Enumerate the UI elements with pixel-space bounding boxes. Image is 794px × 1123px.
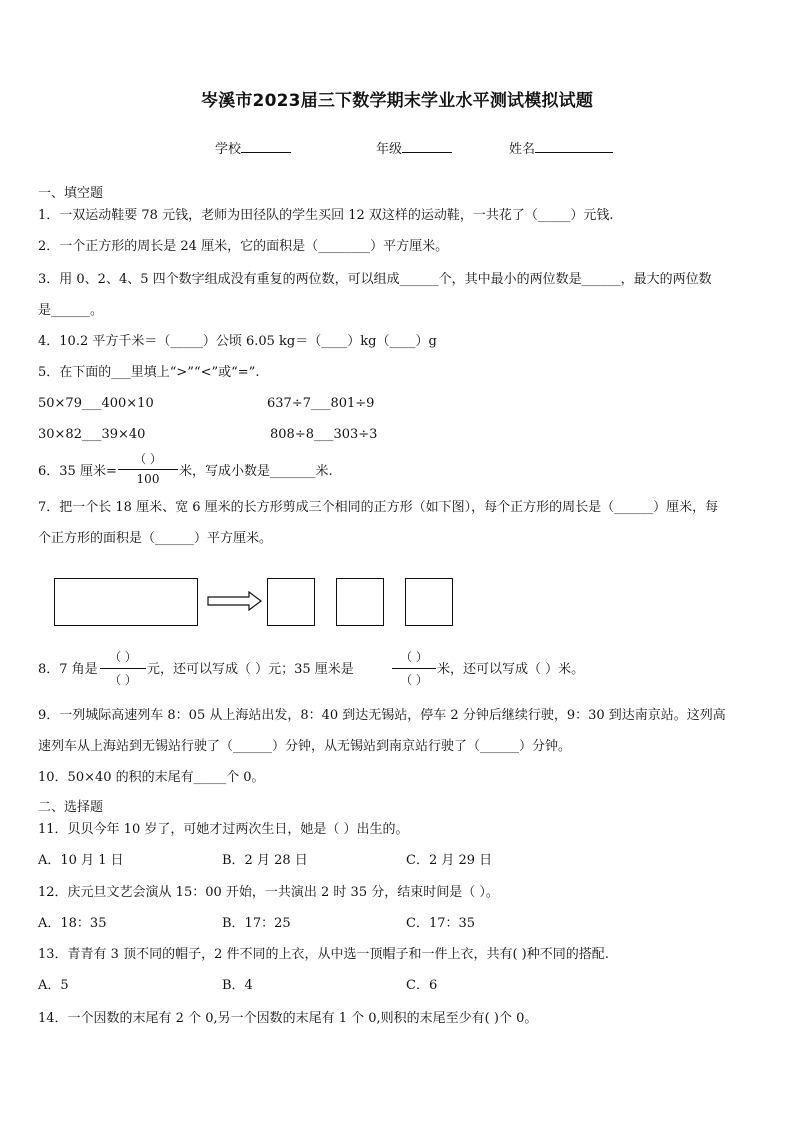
question-13-option-c: C．6 [406,978,438,993]
question-7-line-1: 7．把一个长 18 厘米、宽 6 厘米的长方形剪成三个相同的正方形（如下图），每个正方形的周长是（______）厘米，每 [38,500,719,515]
name-field [509,139,613,159]
question-11-option-a: A．10 月 1 日 [38,853,124,868]
fraction-bar [118,469,178,470]
figure-square-3 [405,578,453,626]
question-11: 11．贝贝今年 10 岁了，可她才过两次生日，她是（ ）出生的。 [38,822,409,837]
question-10: 10．50×40 的积的末尾有_____个 0。 [38,770,265,785]
fraction-numerator: （ ） [134,452,162,466]
question-5-row-1-left: 50×79___400×10 [38,396,154,411]
question-5-row-2-right: 808÷8___303÷3 [270,427,378,442]
question-8-prefix: 8．7 角是 [38,662,98,677]
section-fill-in: 一、填空题 [38,186,104,201]
fraction-numerator: （ ） [400,650,428,664]
question-9-line-1: 9．一列城际高速列车 8：05 从上海站出发，8：40 到达无锡站，停车 2 分钟后继续行驶，9：30 到达南京站。这列高 [38,708,726,723]
question-9-line-2: 速列车从上海站到无锡站行驶了（______）分钟，从无锡站到南京站行驶了（______）分钟。 [38,739,572,754]
question-12-option-a: A．18：35 [38,916,107,931]
question-13-option-a: A．5 [38,978,69,993]
question-4: 4．10.2 平方千米＝（_____）公顷 6.05 kg＝（____）kg（____）g [38,334,437,349]
question-6-prefix: 6．35 厘米= [38,464,117,479]
question-5: 5．在下面的___里填上“>”“<”或“=”. [38,365,260,380]
fraction-bar [100,668,146,669]
question-14: 14．一个因数的末尾有 2 个 0,另一个因数的末尾有 1 个 0,则积的末尾至少有( )个 0。 [38,1011,538,1026]
figure-rectangle [54,578,198,626]
fraction-denominator: 100 [136,472,160,486]
grade-blank [402,139,452,153]
question-5-row-1-right: 637÷7___801÷9 [267,396,375,411]
fraction-bar [392,668,436,669]
name-blank [535,139,613,153]
question-8-fraction-2 [392,648,436,690]
question-13: 13．青青有 3 顶不同的帽子，2 件不同的上衣，从中选一顶帽子和一件上衣，共有( )种不同的搭配. [38,947,609,962]
question-3-line-2: 是______。 [38,303,104,318]
question-7-line-2: 个正方形的面积是（______）平方厘米。 [38,531,273,546]
figure-square-1 [267,578,315,626]
question-11-option-b: B．2 月 28 日 [222,853,308,868]
question-8-middle: 元，还可以写成（ ）元；35 厘米是 [147,662,354,677]
fraction-denominator: （ ） [109,673,137,687]
name-label: 姓名 [509,142,536,157]
question-3-line-1: 3．用 0、2、4、5 四个数字组成没有重复的两位数，可以组成______个，其中最小的两位数是______，最大的两位数 [38,272,712,287]
question-8-suffix: 米，还可以写成（ ）米。 [437,662,585,677]
school-label: 学校 [215,142,242,157]
fraction-numerator: （ ） [109,650,137,664]
page-title: 岑溪市2023届三下数学期末学业水平测试模拟试题 [200,91,594,111]
question-6-fraction [118,450,178,490]
question-5-row-2-left: 30×82___39×40 [38,427,146,442]
figure-square-2 [336,578,384,626]
fraction-denominator: （ ） [400,673,428,687]
question-6-suffix: 米，写成小数是_______米. [179,464,333,479]
question-12: 12．庆元旦文艺会演从 15：00 开始，一共演出 2 时 35 分，结束时间是（ ）。 [38,885,499,900]
grade-label: 年级 [376,142,403,157]
question-11-option-c: C．2 月 29 日 [406,853,493,868]
question-12-option-b: B．17：25 [222,916,291,931]
question-13-option-b: B．4 [222,978,253,993]
question-2: 2．一个正方形的周长是 24 厘米，它的面积是（________）平方厘米。 [38,239,449,254]
section-choice: 二、选择题 [38,800,104,815]
grade-field [376,139,452,159]
question-1: 1．一双运动鞋要 78 元钱，老师为田径队的学生买回 12 双这样的运动鞋，一共花了（_____）元钱. [38,208,614,223]
school-field [215,139,291,159]
right-arrow-icon [207,591,263,611]
school-blank [241,139,291,153]
question-8-fraction-1 [100,648,146,690]
question-12-option-c: C．17：35 [406,916,476,931]
